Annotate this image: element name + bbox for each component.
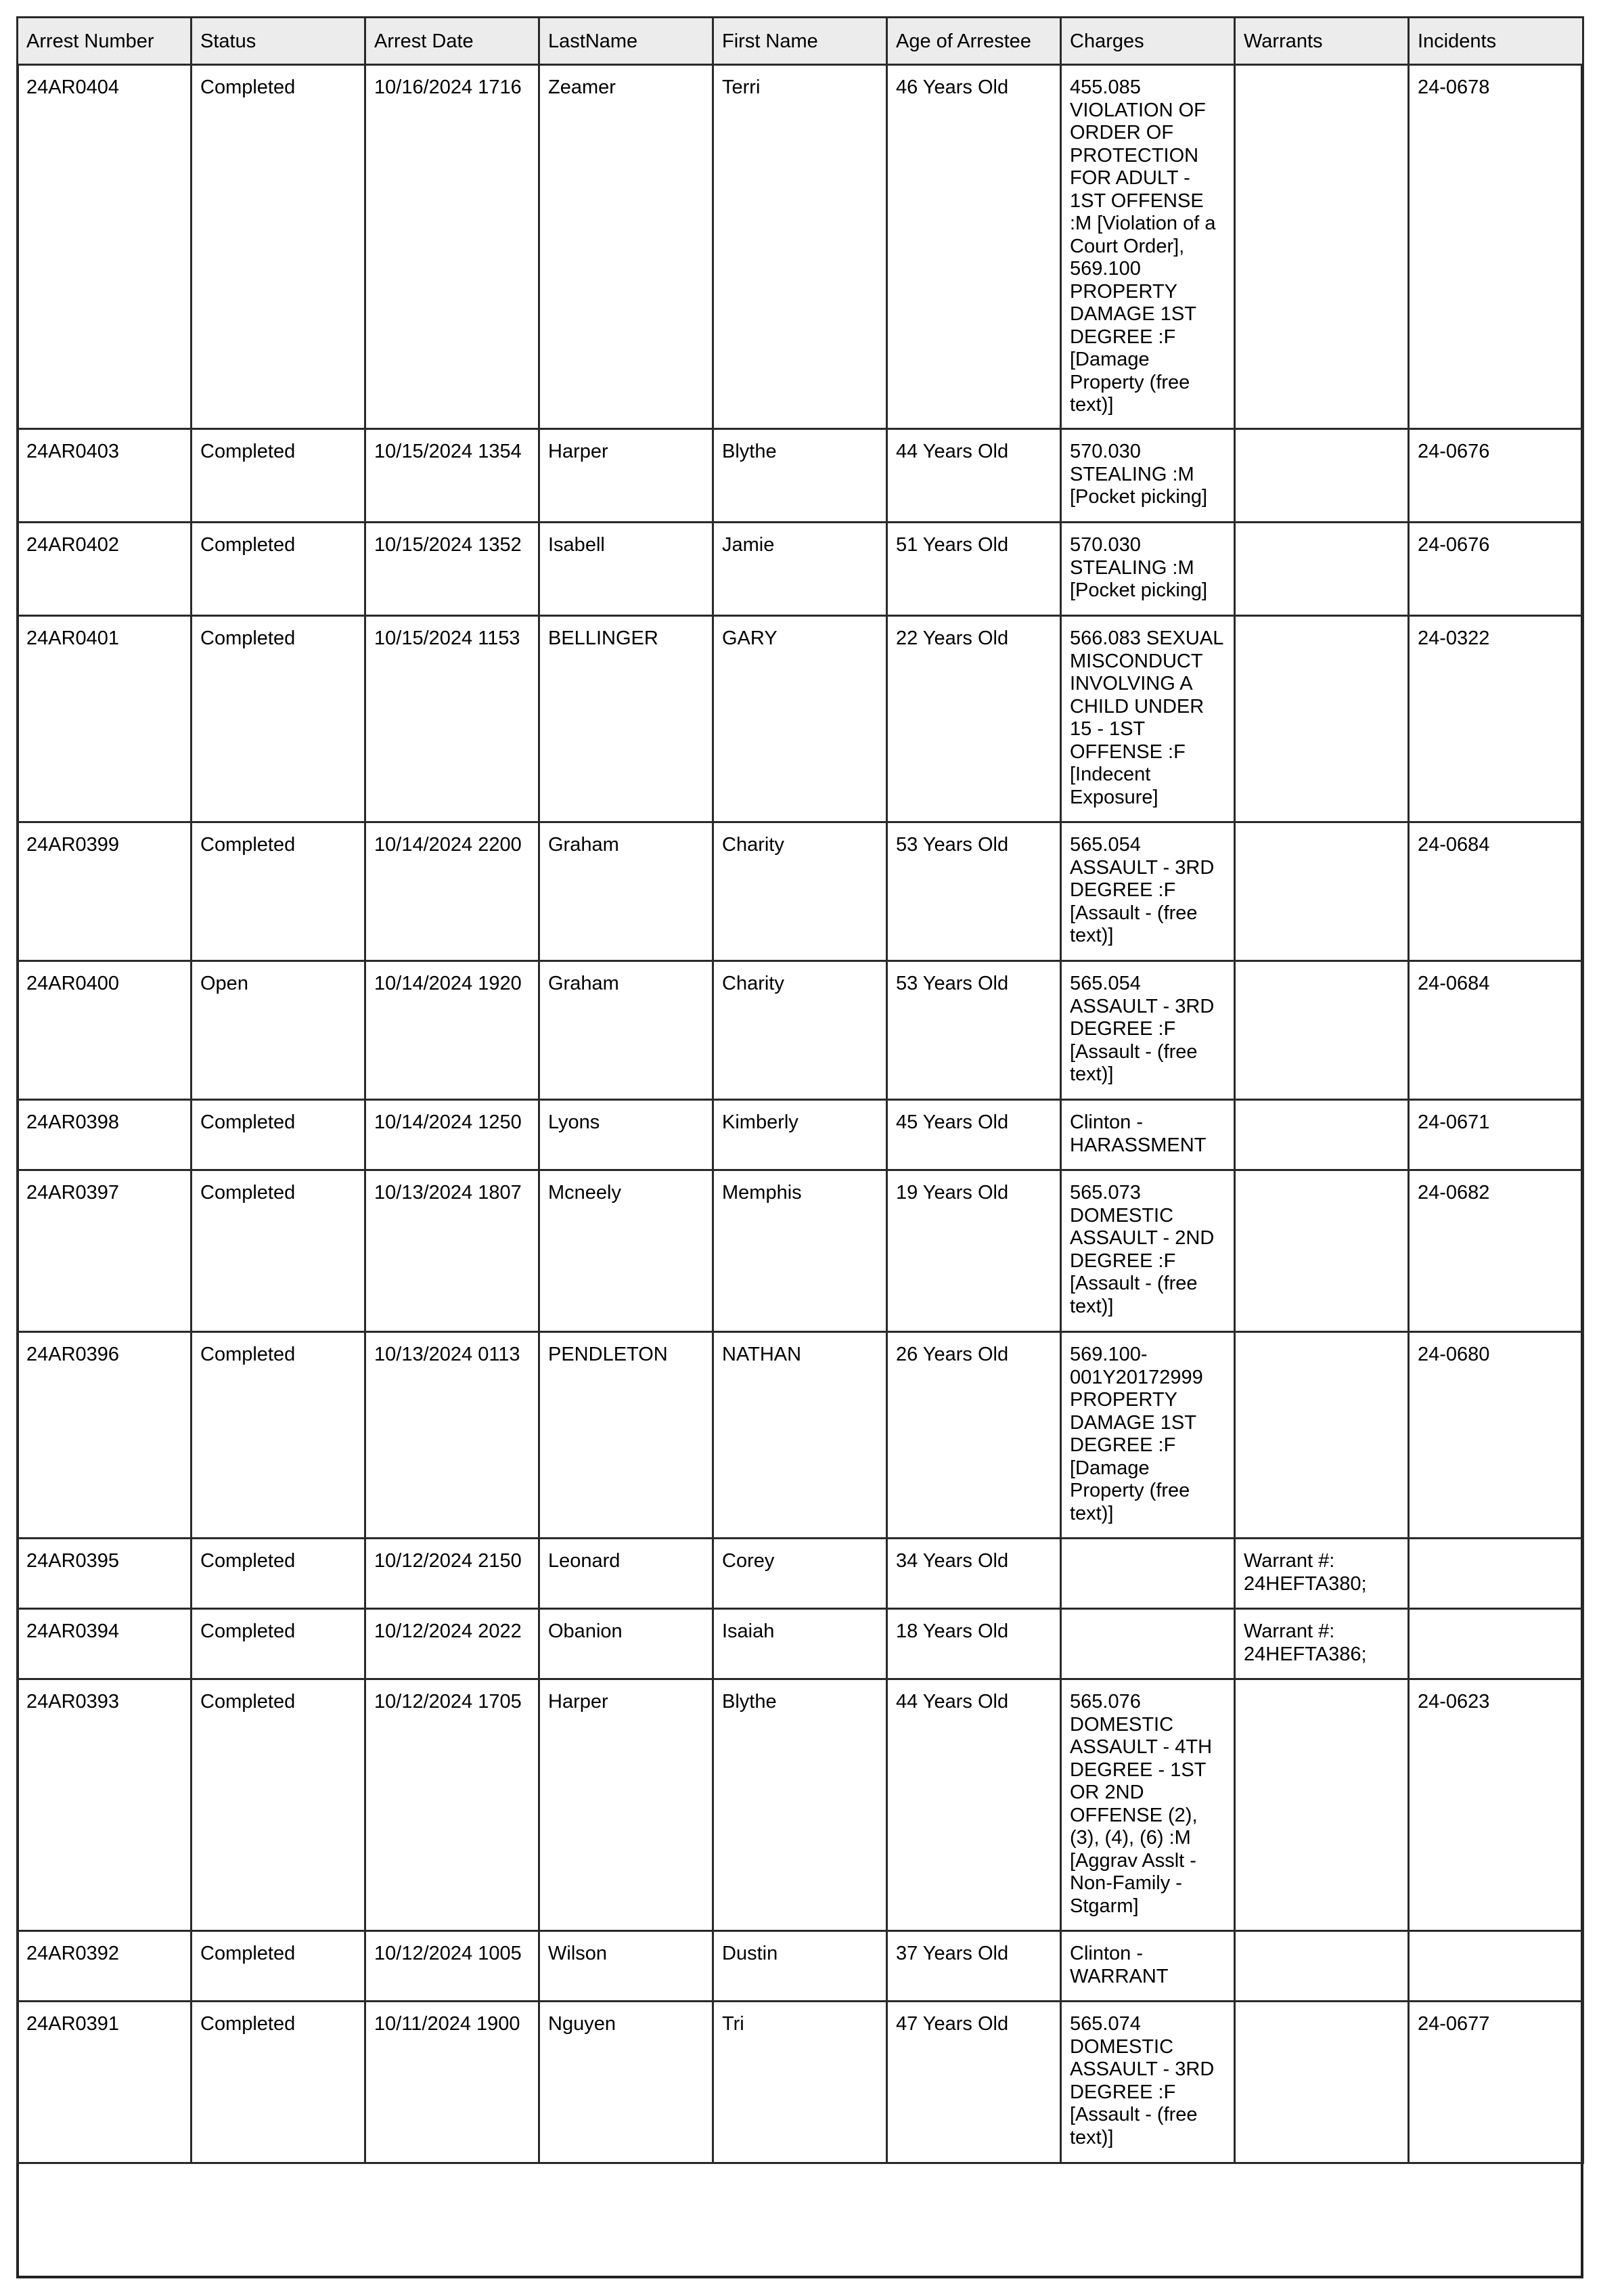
status-cell: Completed: [192, 616, 365, 822]
table-row: [18, 1931, 1583, 2002]
arrest-date-cell: 10/13/2024 1807: [365, 1170, 539, 1332]
arrest-number-cell: 24AR0397: [18, 1170, 192, 1332]
incidents-cell: 24-0676: [1409, 429, 1583, 523]
incidents-cell: [1409, 1931, 1583, 2002]
first-name-cell: Tri: [713, 2002, 887, 2163]
age-cell: 18 Years Old: [887, 1609, 1061, 1679]
table-row: [18, 1100, 1583, 1170]
age-cell: 47 Years Old: [887, 2002, 1061, 2163]
warrants-cell: [1235, 523, 1409, 616]
charges-cell: 570.030 STEALING :M [Pocket picking]: [1061, 523, 1235, 616]
warrants-cell: [1235, 1679, 1409, 1931]
table-row: [18, 523, 1583, 616]
age-cell: 44 Years Old: [887, 1679, 1061, 1931]
arrest-number-cell: 24AR0401: [18, 616, 192, 822]
age-cell: 45 Years Old: [887, 1100, 1061, 1170]
charges-cell: Clinton - WARRANT: [1061, 1931, 1235, 2002]
arrest-number-cell: 24AR0392: [18, 1931, 192, 2002]
first-name-cell: Blythe: [713, 1679, 887, 1931]
age-cell: 19 Years Old: [887, 1170, 1061, 1332]
age-cell: 34 Years Old: [887, 1539, 1061, 1609]
charges-cell: 565.074 DOMESTIC ASSAULT - 3RD DEGREE :F [Assault - (free text)]: [1061, 2002, 1235, 2163]
arrest-date-cell: 10/12/2024 1705: [365, 1679, 539, 1931]
arrest-number-cell: 24AR0393: [18, 1679, 192, 1931]
first-name-cell: Charity: [713, 822, 887, 961]
age-cell: 51 Years Old: [887, 523, 1061, 616]
first-name-cell: Dustin: [713, 1931, 887, 2002]
last-name-cell: Nguyen: [539, 2002, 713, 2163]
table-row: [18, 1679, 1583, 1931]
status-cell: Completed: [192, 2002, 365, 2163]
arrest-number-cell: 24AR0404: [18, 65, 192, 429]
arrest-number-cell: 24AR0398: [18, 1100, 192, 1170]
column-header-status: Status: [192, 18, 365, 65]
incidents-cell: 24-0682: [1409, 1170, 1583, 1332]
table-row: [18, 65, 1583, 429]
column-header-last-name: LastName: [539, 18, 713, 65]
arrest-date-cell: 10/12/2024 2150: [365, 1539, 539, 1609]
arrest-number-cell: 24AR0400: [18, 961, 192, 1100]
first-name-cell: Corey: [713, 1539, 887, 1609]
incidents-cell: 24-0676: [1409, 523, 1583, 616]
arrest-date-cell: 10/12/2024 2022: [365, 1609, 539, 1679]
incidents-cell: 24-0678: [1409, 65, 1583, 429]
age-cell: 46 Years Old: [887, 65, 1061, 429]
table-row: [18, 2002, 1583, 2163]
age-cell: 26 Years Old: [887, 1332, 1061, 1539]
last-name-cell: BELLINGER: [539, 616, 713, 822]
arrest-date-cell: 10/13/2024 0113: [365, 1332, 539, 1539]
status-cell: Completed: [192, 1539, 365, 1609]
charges-cell: 570.030 STEALING :M [Pocket picking]: [1061, 429, 1235, 523]
warrants-cell: [1235, 1170, 1409, 1332]
age-cell: 22 Years Old: [887, 616, 1061, 822]
column-header-first-name: First Name: [713, 18, 887, 65]
status-cell: Completed: [192, 1609, 365, 1679]
charges-cell: 565.054 ASSAULT - 3RD DEGREE :F [Assault - (free text)]: [1061, 961, 1235, 1100]
status-cell: Completed: [192, 1170, 365, 1332]
charges-cell: 455.085 VIOLATION OF ORDER OF PROTECTION FOR ADULT - 1ST OFFENSE :M [Violation of a Court Order], 569.100 PROPERTY DAMAGE 1ST DEGREE :F [Damage Property (free text)]: [1061, 65, 1235, 429]
age-cell: 44 Years Old: [887, 429, 1061, 523]
last-name-cell: Harper: [539, 429, 713, 523]
arrest-date-cell: 10/14/2024 2200: [365, 822, 539, 961]
table-row: [18, 1539, 1583, 1609]
first-name-cell: Kimberly: [713, 1100, 887, 1170]
table-row: [18, 616, 1583, 822]
first-name-cell: Charity: [713, 961, 887, 1100]
arrest-date-cell: 10/14/2024 1250: [365, 1100, 539, 1170]
incidents-cell: 24-0623: [1409, 1679, 1583, 1931]
charges-cell: 565.073 DOMESTIC ASSAULT - 2ND DEGREE :F [Assault - (free text)]: [1061, 1170, 1235, 1332]
warrants-cell: [1235, 429, 1409, 523]
table-row: [18, 429, 1583, 523]
first-name-cell: Terri: [713, 65, 887, 429]
age-cell: 37 Years Old: [887, 1931, 1061, 2002]
status-cell: Completed: [192, 523, 365, 616]
column-header-arrest-number: Arrest Number: [18, 18, 192, 65]
arrest-number-cell: 24AR0395: [18, 1539, 192, 1609]
first-name-cell: Blythe: [713, 429, 887, 523]
arrest-number-cell: 24AR0396: [18, 1332, 192, 1539]
incidents-cell: 24-0680: [1409, 1332, 1583, 1539]
status-cell: Completed: [192, 822, 365, 961]
incidents-cell: 24-0684: [1409, 961, 1583, 1100]
last-name-cell: PENDLETON: [539, 1332, 713, 1539]
arrest-date-cell: 10/12/2024 1005: [365, 1931, 539, 2002]
status-cell: Completed: [192, 65, 365, 429]
table-header-row: [18, 18, 1583, 65]
warrants-cell: [1235, 822, 1409, 961]
column-header-warrants: Warrants: [1235, 18, 1409, 65]
incidents-cell: [1409, 1609, 1583, 1679]
table-row: [18, 1609, 1583, 1679]
warrants-cell: Warrant #: 24HEFTA380;: [1235, 1539, 1409, 1609]
warrants-cell: [1235, 1931, 1409, 2002]
status-cell: Open: [192, 961, 365, 1100]
arrest-number-cell: 24AR0391: [18, 2002, 192, 2163]
arrest-number-cell: 24AR0394: [18, 1609, 192, 1679]
incidents-cell: 24-0677: [1409, 2002, 1583, 2163]
last-name-cell: Obanion: [539, 1609, 713, 1679]
charges-cell: [1061, 1609, 1235, 1679]
last-name-cell: Lyons: [539, 1100, 713, 1170]
first-name-cell: NATHAN: [713, 1332, 887, 1539]
arrest-date-cell: 10/15/2024 1352: [365, 523, 539, 616]
status-cell: Completed: [192, 1100, 365, 1170]
arrest-date-cell: 10/15/2024 1354: [365, 429, 539, 523]
incidents-cell: 24-0684: [1409, 822, 1583, 961]
charges-cell: 565.054 ASSAULT - 3RD DEGREE :F [Assault - (free text)]: [1061, 822, 1235, 961]
first-name-cell: GARY: [713, 616, 887, 822]
incidents-cell: 24-0671: [1409, 1100, 1583, 1170]
charges-cell: 569.100-001Y20172999 PROPERTY DAMAGE 1ST DEGREE :F [Damage Property (free text)]: [1061, 1332, 1235, 1539]
last-name-cell: Mcneely: [539, 1170, 713, 1332]
charges-cell: 565.076 DOMESTIC ASSAULT - 4TH DEGREE - 1ST OR 2ND OFFENSE (2), (3), (4), (6) :M [Aggrav Asslt - Non-Family - Stgarm]: [1061, 1679, 1235, 1931]
arrest-number-cell: 24AR0402: [18, 523, 192, 616]
arrest-date-cell: 10/16/2024 1716: [365, 65, 539, 429]
column-header-incidents: Incidents: [1409, 18, 1583, 65]
status-cell: Completed: [192, 1332, 365, 1539]
table-row: [18, 1332, 1583, 1539]
first-name-cell: Jamie: [713, 523, 887, 616]
table-body: [18, 65, 1583, 2163]
incidents-cell: 24-0322: [1409, 616, 1583, 822]
table-row: [18, 822, 1583, 961]
arrest-number-cell: 24AR0399: [18, 822, 192, 961]
last-name-cell: Isabell: [539, 523, 713, 616]
age-cell: 53 Years Old: [887, 822, 1061, 961]
arrest-report-page: [16, 16, 1583, 2278]
warrants-cell: [1235, 1100, 1409, 1170]
arrest-records-table: [16, 16, 1584, 2164]
warrants-cell: [1235, 961, 1409, 1100]
arrest-date-cell: 10/15/2024 1153: [365, 616, 539, 822]
last-name-cell: Graham: [539, 822, 713, 961]
charges-cell: Clinton - HARASSMENT: [1061, 1100, 1235, 1170]
age-cell: 53 Years Old: [887, 961, 1061, 1100]
last-name-cell: Wilson: [539, 1931, 713, 2002]
arrest-number-cell: 24AR0403: [18, 429, 192, 523]
column-header-charges: Charges: [1061, 18, 1235, 65]
warrants-cell: [1235, 2002, 1409, 2163]
last-name-cell: Harper: [539, 1679, 713, 1931]
last-name-cell: Leonard: [539, 1539, 713, 1609]
charges-cell: 566.083 SEXUAL MISCONDUCT INVOLVING A CHILD UNDER 15 - 1ST OFFENSE :F [Indecent Exposure]: [1061, 616, 1235, 822]
first-name-cell: Memphis: [713, 1170, 887, 1332]
column-header-arrest-date: Arrest Date: [365, 18, 539, 65]
warrants-cell: Warrant #: 24HEFTA386;: [1235, 1609, 1409, 1679]
status-cell: Completed: [192, 429, 365, 523]
last-name-cell: Zeamer: [539, 65, 713, 429]
status-cell: Completed: [192, 1931, 365, 2002]
first-name-cell: Isaiah: [713, 1609, 887, 1679]
warrants-cell: [1235, 65, 1409, 429]
arrest-date-cell: 10/14/2024 1920: [365, 961, 539, 1100]
status-cell: Completed: [192, 1679, 365, 1931]
column-header-age: Age of Arrestee: [887, 18, 1061, 65]
last-name-cell: Graham: [539, 961, 713, 1100]
table-row: [18, 1170, 1583, 1332]
table-row: [18, 961, 1583, 1100]
incidents-cell: [1409, 1539, 1583, 1609]
charges-cell: [1061, 1539, 1235, 1609]
warrants-cell: [1235, 1332, 1409, 1539]
warrants-cell: [1235, 616, 1409, 822]
arrest-date-cell: 10/11/2024 1900: [365, 2002, 539, 2163]
